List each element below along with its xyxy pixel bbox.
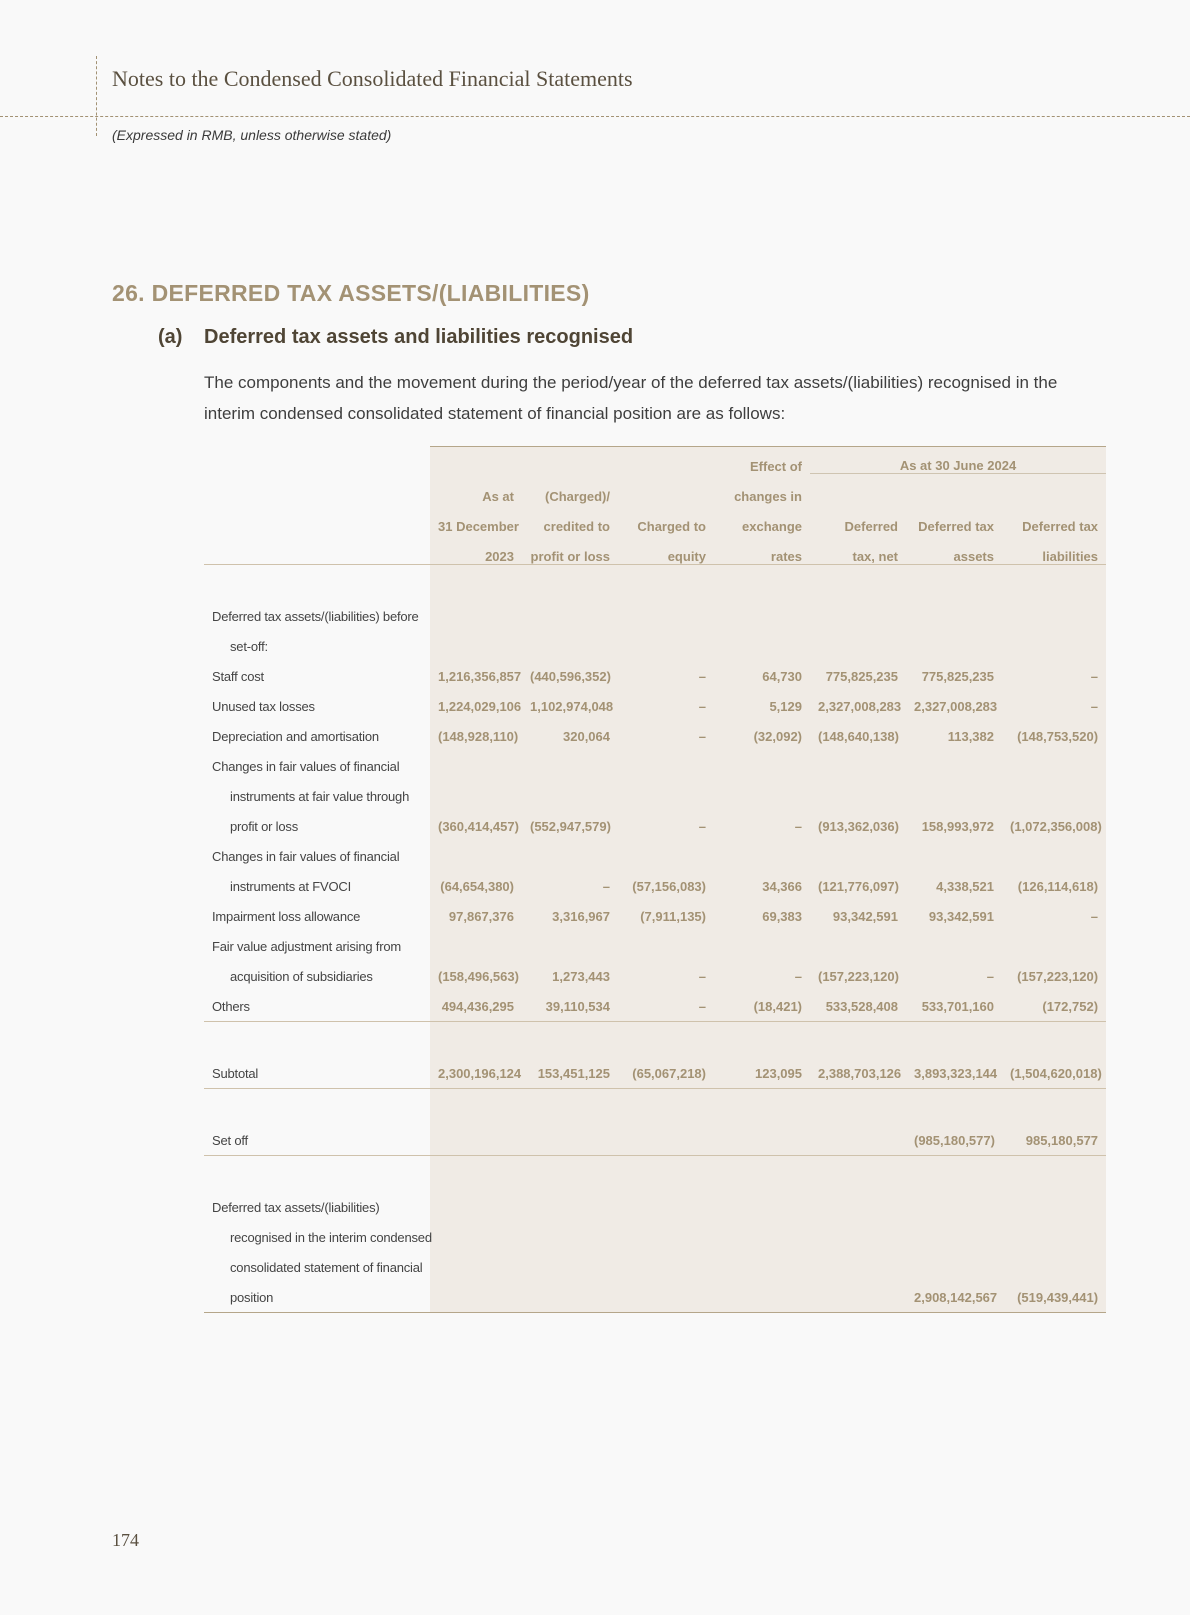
row-label: position: [204, 1282, 430, 1313]
spacer-row: [204, 565, 1106, 602]
cell-value: 320,064: [522, 721, 618, 751]
cell-value: –: [906, 961, 1002, 991]
header-cell: changes in: [714, 474, 810, 505]
cell-value: (172,752): [1002, 991, 1106, 1022]
deferred-tax-table: [204, 446, 1106, 1313]
row-label: Set off: [212, 1132, 248, 1148]
cell-value: 34,366: [714, 871, 810, 901]
row-label: instruments at FVOCI: [230, 878, 351, 894]
header-cell: [618, 447, 714, 474]
cell-value: (1,072,356,008): [1002, 811, 1106, 841]
header-cell: [906, 474, 1002, 505]
table-row: [204, 661, 1106, 691]
currency-note: (Expressed in RMB, unless otherwise stated): [112, 127, 392, 143]
header-cell: tax, net: [810, 534, 906, 565]
row-label: consolidated statement of financial: [230, 1259, 423, 1275]
cell-value: –: [618, 661, 714, 691]
cell-value: 3,893,323,144: [906, 1058, 1002, 1089]
cell-value: (1,504,620,018): [1002, 1058, 1106, 1089]
cell-value: 533,528,408: [810, 991, 906, 1022]
header-cell: Deferred: [810, 504, 906, 534]
cell-value: (360,414,457): [430, 811, 522, 841]
cell-value: (148,753,520): [1002, 721, 1106, 751]
header-cell: Charged to: [618, 504, 714, 534]
header-cell: [204, 474, 430, 505]
cell-value: 123,095: [714, 1058, 810, 1089]
header-cell: As at: [430, 474, 522, 505]
cell-value: 2,327,008,283: [810, 691, 906, 721]
header-cell: Deferred tax: [906, 504, 1002, 534]
cell-value: (440,596,352): [522, 661, 618, 691]
row-label: Others: [212, 998, 250, 1014]
row-label: Impairment loss allowance: [212, 908, 361, 924]
cell-value: 775,825,235: [810, 661, 906, 691]
cell-value: 4,338,521: [906, 871, 1002, 901]
table-row: [204, 901, 1106, 931]
cell-value: 69,383: [714, 901, 810, 931]
intro-paragraph: The components and the movement during the period/year of the deferred tax assets/(liabilities) recognised in the interim condensed consolidated statement of financial position are as follows:: [204, 373, 1058, 423]
cell-value: (57,156,083): [618, 871, 714, 901]
cell-value: 39,110,534: [522, 991, 618, 1022]
table-row: [204, 1192, 1106, 1222]
cell-value: 93,342,591: [906, 901, 1002, 931]
header-cell: 31 December: [430, 504, 522, 534]
cell-value: 494,436,295: [430, 991, 522, 1022]
cell-value: (157,223,120): [810, 961, 906, 991]
cell-value: 153,451,125: [522, 1058, 618, 1089]
header-cell: assets: [906, 534, 1002, 565]
cell-value: (65,067,218): [618, 1058, 714, 1089]
header-cell: profit or loss: [522, 534, 618, 565]
row-label: instruments at fair value through: [230, 788, 410, 804]
header-row: [204, 504, 1106, 534]
table-row: [204, 811, 1106, 841]
cell-value: 2,388,703,126: [810, 1058, 906, 1089]
table-row: [204, 721, 1106, 751]
row-label: Deferred tax assets/(liabilities): [212, 1199, 380, 1215]
table-row: [204, 961, 1106, 991]
header-cell: credited to: [522, 504, 618, 534]
table-row: [204, 931, 1106, 961]
row-label: Unused tax losses: [212, 698, 315, 714]
row-label: acquisition of subsidiaries: [230, 968, 373, 984]
row-label: recognised in the interim condensed: [230, 1229, 432, 1245]
header-horizontal-rule: [0, 116, 1190, 117]
cell-value: –: [618, 721, 714, 751]
spacer-row: [204, 1156, 1106, 1193]
cell-value: –: [618, 811, 714, 841]
cell-value: 64,730: [714, 661, 810, 691]
cell-value: (148,640,138): [810, 721, 906, 751]
running-title: Notes to the Condensed Consolidated Financial Statements: [112, 66, 633, 91]
cell-value: –: [618, 691, 714, 721]
header-row: [204, 534, 1106, 565]
cell-value: 1,216,356,857: [430, 661, 522, 691]
row-label: Depreciation and amortisation: [212, 728, 379, 744]
cell-value: 985,180,577: [1002, 1125, 1106, 1156]
cell-value: 97,867,376: [430, 901, 522, 931]
subtotal-row: [204, 1058, 1106, 1089]
row-label: set-off:: [230, 638, 268, 654]
table-row: [204, 1222, 1106, 1252]
cell-value: (148,928,110): [430, 721, 522, 751]
cell-value: 2,908,142,567: [906, 1282, 1002, 1313]
cell-value: 113,382: [906, 721, 1002, 751]
cell-value: –: [618, 991, 714, 1022]
cell-value: 2,327,008,283: [906, 691, 1002, 721]
recognised-row: [204, 1282, 1106, 1313]
cell-value: –: [714, 961, 810, 991]
header-cell: Deferred tax: [1002, 504, 1106, 534]
table-row: [204, 631, 1106, 661]
table-row: [204, 1252, 1106, 1282]
spacer-row: [204, 1022, 1106, 1059]
cell-value: (64,654,380): [430, 871, 522, 901]
page-number: 174: [112, 1530, 139, 1550]
cell-value: 3,316,967: [522, 901, 618, 931]
cell-value: (121,776,097): [810, 871, 906, 901]
cell-value: 93,342,591: [810, 901, 906, 931]
cell-value: 775,825,235: [906, 661, 1002, 691]
header-cell: [204, 447, 430, 474]
cell-value: –: [618, 961, 714, 991]
table-row: [204, 601, 1106, 631]
cell-value: (32,092): [714, 721, 810, 751]
cell-value: 1,224,029,106: [430, 691, 522, 721]
cell-value: (552,947,579): [522, 811, 618, 841]
cell-value: –: [714, 811, 810, 841]
cell-value: 533,701,160: [906, 991, 1002, 1022]
cell-value: (157,223,120): [1002, 961, 1106, 991]
cell-value: 1,273,443: [522, 961, 618, 991]
cell-value: 158,993,972: [906, 811, 1002, 841]
row-label: Changes in fair values of financial: [212, 758, 400, 774]
setoff-row: [204, 1125, 1106, 1156]
header-row: [204, 474, 1106, 505]
table-row: [204, 841, 1106, 871]
subsection-title: Deferred tax assets and liabilities recognised: [204, 326, 634, 348]
row-label: Deferred tax assets/(liabilities) before: [212, 608, 419, 624]
header-cell: equity: [618, 534, 714, 565]
cell-value: –: [1002, 691, 1106, 721]
spacer-row: [204, 1089, 1106, 1126]
header-cell: [1002, 474, 1106, 505]
header-cell: rates: [714, 534, 810, 565]
header-cell: [204, 534, 430, 565]
cell-value: 2,300,196,124: [430, 1058, 522, 1089]
header-cell: [522, 447, 618, 474]
header-cell: liabilities: [1002, 534, 1106, 565]
header-cell: [430, 447, 522, 474]
table-row: [204, 691, 1106, 721]
cell-value: (18,421): [714, 991, 810, 1022]
table-row: [204, 751, 1106, 781]
cell-value: (126,114,618): [1002, 871, 1106, 901]
cell-value: –: [522, 871, 618, 901]
header-vertical-rule: [96, 56, 97, 136]
cell-value: (985,180,577): [906, 1125, 1002, 1156]
cell-value: –: [1002, 661, 1106, 691]
row-label: Changes in fair values of financial: [212, 848, 400, 864]
section-title: 26. DEFERRED TAX ASSETS/(LIABILITIES): [112, 280, 590, 306]
header-cell: (Charged)/: [522, 474, 618, 505]
header-cell: [618, 474, 714, 505]
header-cell: 2023: [430, 534, 522, 565]
header-cell: [204, 504, 430, 534]
cell-value: (913,362,036): [810, 811, 906, 841]
table-row: [204, 991, 1106, 1022]
cell-value: –: [1002, 901, 1106, 931]
row-label: Subtotal: [212, 1065, 259, 1081]
cell-value: (158,496,563): [430, 961, 522, 991]
row-label: Staff cost: [212, 668, 264, 684]
header-cell: exchange: [714, 504, 810, 534]
table-row: [204, 871, 1106, 901]
header-row: [204, 447, 1106, 474]
cell-value: 5,129: [714, 691, 810, 721]
table-row: [204, 781, 1106, 811]
cell-value: (7,911,135): [618, 901, 714, 931]
group-header: As at 30 June 2024: [810, 447, 1106, 474]
subsection-index: (a): [158, 326, 183, 348]
header-cell: Effect of: [714, 447, 810, 474]
header-cell: [810, 474, 906, 505]
cell-value: (519,439,441): [1002, 1282, 1106, 1313]
row-label: profit or loss: [230, 818, 299, 834]
cell-value: 1,102,974,048: [522, 691, 618, 721]
row-label: Fair value adjustment arising from: [212, 938, 401, 954]
